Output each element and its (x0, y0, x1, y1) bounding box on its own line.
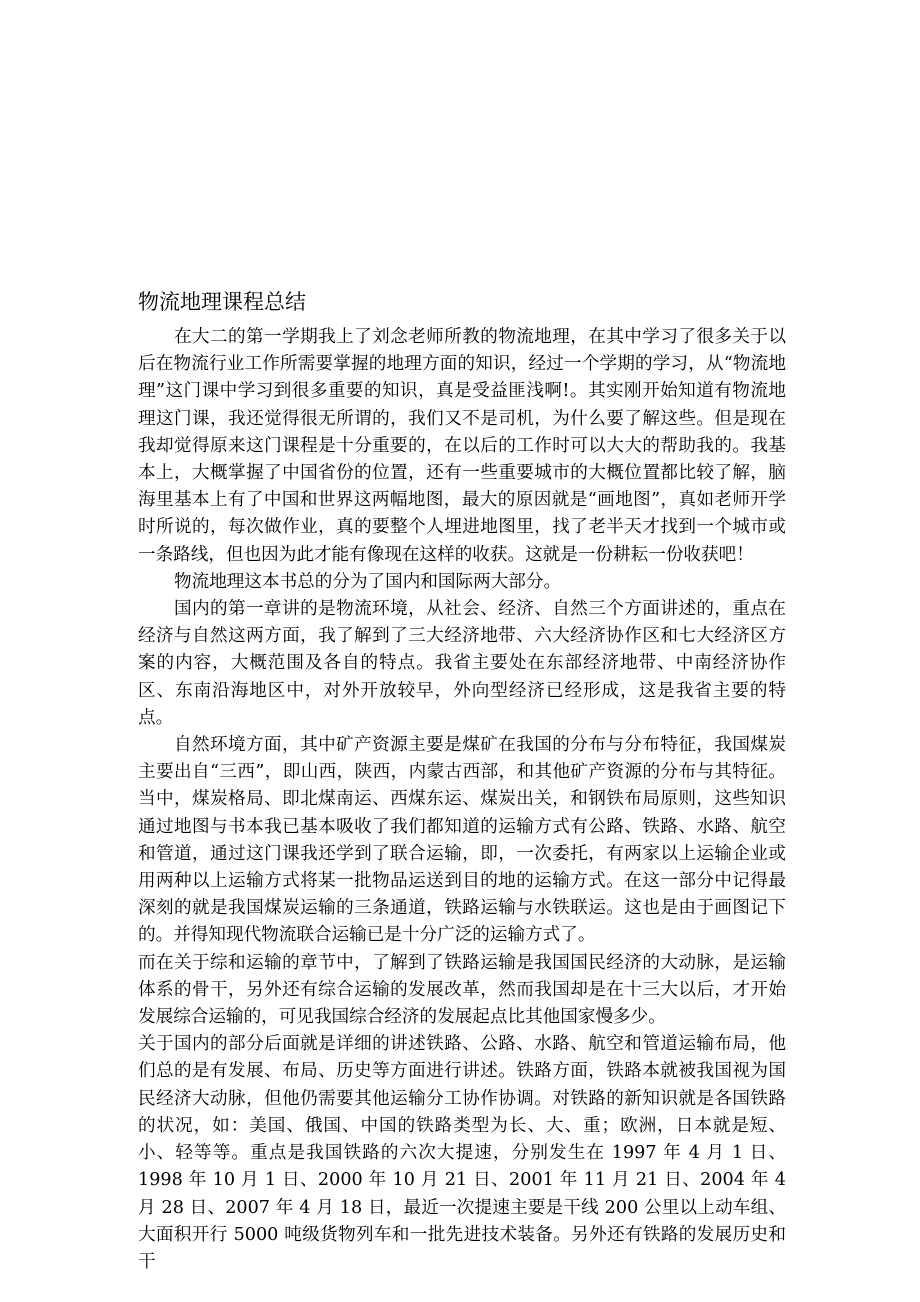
paragraph: 物流地理这本书总的分为了国内和国际两大部分。 (174, 571, 562, 592)
paragraph: 关于国内的部分后面就是详细的讲述铁路、公路、水路、航空和管道运输布局，他们总的是有发展、布局、历史等方面进行讲述。铁路方面，铁路本就被我国视为国民经济大动脉，但他仍需要其他运输分工协作协调。对铁路的新知识就是各国铁路的状况，如：美国、俄国、中国的铁路类型为长、大、重；欧洲，日本就是短、小、轻等等。重点是我国铁路的六次大提速，分别发生在 1997 年 4 月 1 日、1998 年 10 月 1 日、2000 年 10 月 21 日、2001 年 11 月 21 日、2004 年 4 月 28 日、2007 年 4 月 18 日，最近一次提速主要是干线 200 公里以上动车组、大面积开行 5000 吨级货物列车和一批先进技术装备。另外还有铁路的发展历史和干 (138, 1034, 786, 1272)
paragraph: 自然环境方面，其中矿产资源主要是煤矿在我国的分布与分布特征，我国煤炭主要出自“三西”，即山西，陕西，内蒙古西部，和其他矿产资源的分布与其特征。当中，煤炭格局、即北煤南运、西煤东运、煤炭出关，和钢铁布局原则，这些知识通过地图与书本我已基本吸收了我们都知道的运输方式有公路、铁路、水路、航空和管道，通过这门课我还学到了联合运输，即，一次委托，有两家以上运输企业或用两种以上运输方式将某一批物品运送到目的地的运输方式。在这一部分中记得最深刻的就是我国煤炭运输的三条通道，铁路运输与水铁联运。这也是由于画图记下的。并得知现代物流联合运输已是十分广泛的运输方式了。 (138, 735, 786, 946)
document-body (138, 324, 786, 1276)
paragraph: 在大二的第一学期我上了刘念老师所教的物流地理，在其中学习了很多关于以后在物流行业工作所需要掌握的地理方面的知识，经过一个学期的学习，从“物流地理”这门课中学习到很多重要的知识，真是受益匪浅啊!。其实刚开始知道有物流地理这门课，我还觉得很无所谓的，我们又不是司机，为什么要了解这些。但是现在我却觉得原来这门课程是十分重要的，在以后的工作时可以大大的帮助我的。我基本上，大概掌握了中国省份的位置，还有一些重要城市的大概位置都比较了解，脑海里基本上有了中国和世界这两幅地图，最大的原因就是“画地图”，真如老师开学时所说的，每次做作业，真的要整个人埋进地图里，找了老半天才找到一个城市或一条路线，但也因为此才能有像现在这样的收获。这就是一份耕耘一份收获吧！ (138, 327, 786, 565)
paragraph: 国内的第一章讲的是物流环境，从社会、经济、自然三个方面讲述的，重点在经济与自然这两方面，我了解到了三大经济地带、六大经济协作区和七大经济区方案的内容，大概范围及各自的特点。我省主要处在东部经济地带、中南经济协作区、东南沿海地区中，对外开放较早，外向型经济已经形成，这是我省主要的特点。 (138, 599, 786, 728)
paragraph: 而在关于综和运输的章节中，了解到了铁路运输是我国国民经济的大动脉，是运输体系的骨干，另外还有综合运输的发展改革，然而我国却是在十三大以后，才开始发展综合运输的，可见我国综合经济的发展起点比其他国家慢多少。 (138, 952, 786, 1028)
document-title: 物流地理课程总结 (138, 290, 306, 314)
